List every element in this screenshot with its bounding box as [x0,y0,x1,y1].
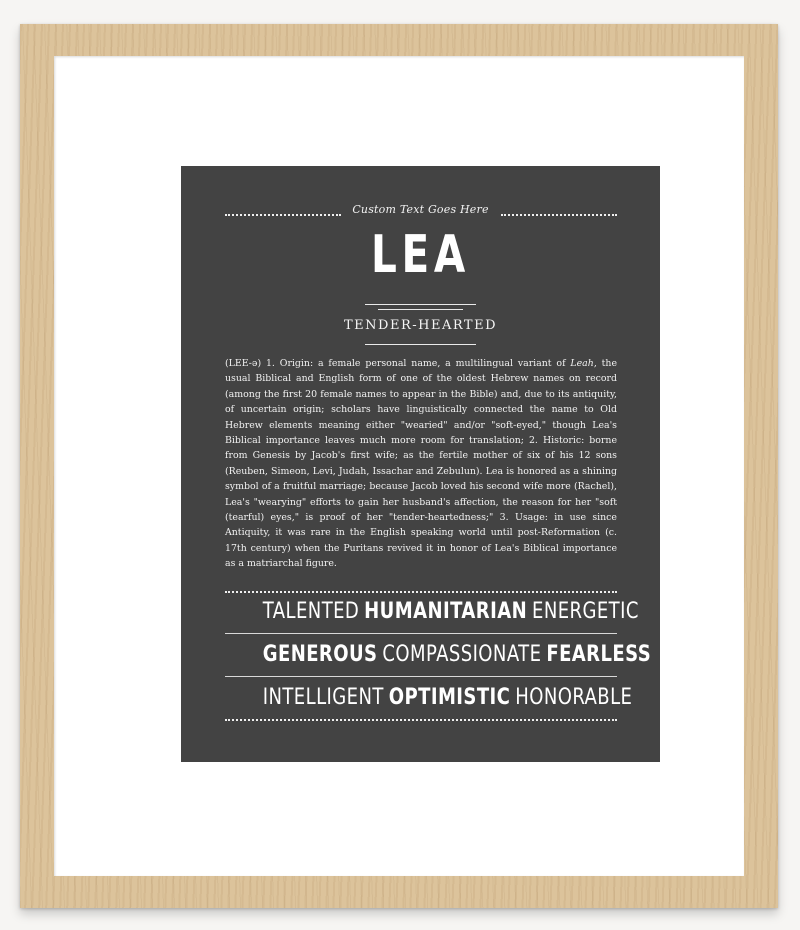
mat-board [54,56,744,876]
name-definition [225,356,617,572]
trait-word-bold: GENEROUS [262,642,378,667]
trait-word: TALENTED [262,599,360,624]
traits-line-2 [260,641,652,669]
traits-line-1 [260,598,639,626]
name-meaning: TENDER-HEARTED [344,318,497,333]
trait-word-bold: FEARLESS [546,642,652,667]
name-title: LEA [371,225,470,285]
trait-word: HONORABLE [515,685,633,710]
traits-line-3 [260,684,633,712]
trait-word-bold: HUMANITARIAN [364,599,528,624]
picture-frame [20,24,778,908]
trait-word: ENERGETIC [532,599,639,624]
traits-separator-1 [225,633,617,634]
definition-lead-italic: Leah [570,358,594,369]
trait-word: INTELLIGENT [262,685,384,710]
name-print [181,166,660,762]
traits-separator-2 [225,676,617,677]
definition-lead: (LEE-ə) 1. Origin: a female personal name, a multilingual variant of [225,358,571,369]
custom-text: Custom Text Goes Here [352,203,489,216]
name-underline-rule-1 [365,304,476,305]
trait-word-bold: OPTIMISTIC [388,685,511,710]
trait-word: COMPASSIONATE [382,642,542,667]
name-underline-rule-2 [378,309,463,310]
meaning-underline-rule [365,344,476,345]
traits-bottom-dotted-divider [225,719,617,721]
traits-top-dotted-divider [225,591,617,593]
definition-body: , the usual Biblical and English form of one of the oldest Hebrew names on record (among the first 20 female names to appear in the Bible) and, due to its antiquity, of uncertain origin; scholars have linguistically connected the name to Old Hebrew elements meaning either "wearied" and/or "soft-eyed," though Lea's Biblical importance leaves much more room for translation; 2. Historic: borne from Genesis by Jacob's first wife; as the fertile mother of six of his 12 sons (Reuben, Simeon, Levi, Judah, Issachar and Zebulun). Lea is honored as a shining symbol of a fruitful marriage; because Jacob loved his second wife more (Rachel), Lea's "wearying" efforts to gain her husband's affection, the reason for her "soft (tearful) eyes," is proof of her "tender-heartedness;" 3. Usage: in use since Antiquity, it was rare in the English speaking world until post-Reformation (c. 17th century) when the Puritans revived it in honor of Lea's Biblical importance as a matriarchal figure. [225,358,617,570]
